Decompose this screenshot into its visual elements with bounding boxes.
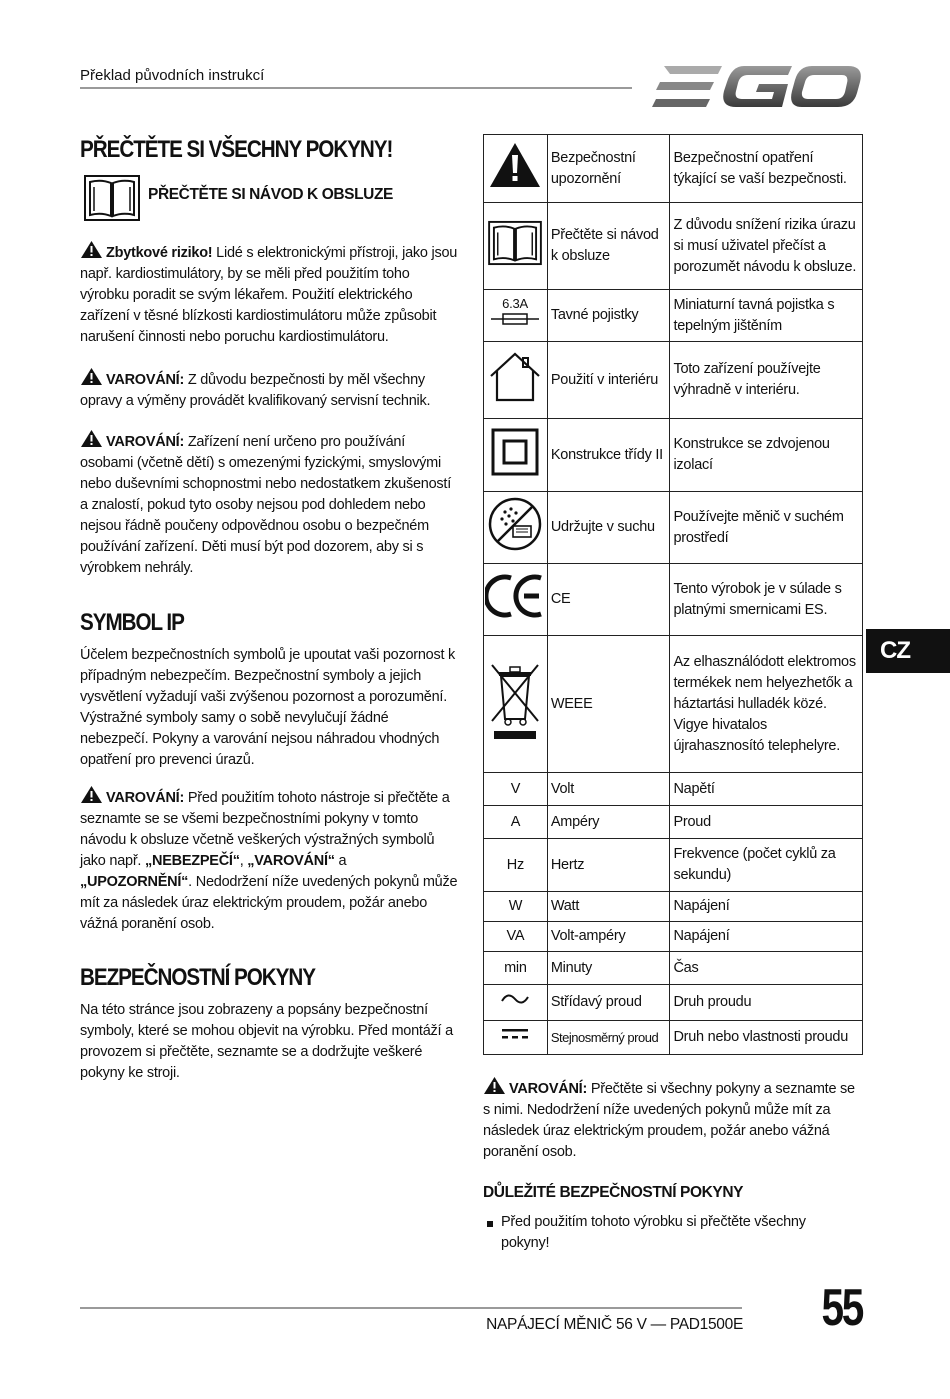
- symbol-name: Bezpečnostní upozornění: [547, 135, 670, 203]
- symbol-abbrev: W: [484, 892, 548, 922]
- symbol-name: CE: [547, 564, 670, 636]
- fuse-rating-text: 6.3A: [502, 296, 529, 311]
- warning-paragraph-2: VAROVÁNÍ: Zařízení není určeno pro používání osobami (včetně dětí) s omezenými fyzickými, smyslovými nebo duševními schopnostmi nebo nedostatkem zkušeností a znalostí, pokud tyto osoby nejsou pod dohledem nebo nejsou řádně poučeny odpovědnou osobu o bezpečném používání zařízení. Děti musí být pod dozorem, aby si s výrobkem nehrály.: [80, 429, 460, 579]
- ce-icon: [485, 573, 545, 619]
- symbol-desc: Az elhasználódott elektromos termékek nem helyezhetők a háztartási hulladék közé. Vigye hivatalos újrahasznosító telephelyre.: [670, 636, 863, 773]
- heading-important: DŮLEŽITÉ BEZPEČNOSTNÍ POKYNY: [483, 1184, 744, 1201]
- symbol-name: Hertz: [547, 839, 670, 892]
- symbol-name: Udržujte v suchu: [547, 492, 670, 564]
- symbol-name: WEEE: [547, 636, 670, 773]
- table-row: [484, 985, 863, 1021]
- page-number: 55: [821, 1279, 862, 1337]
- table-row: [484, 892, 863, 922]
- keep-dry-icon: [487, 496, 543, 552]
- symbol-name: Watt: [547, 892, 670, 922]
- header-text: Překlad původních instrukcí: [80, 67, 265, 84]
- book-icon: [488, 220, 542, 266]
- symbol-name: Tavné pojistky: [547, 290, 670, 342]
- table-row: [484, 419, 863, 492]
- symbol-desc: Frekvence (počet cyklů za sekundu): [670, 839, 863, 892]
- symbol-table: [483, 134, 863, 1055]
- symbol-name: Ampéry: [547, 806, 670, 839]
- heading-symbol-ip: SYMBOL IP: [80, 609, 184, 636]
- header-rule: [80, 87, 632, 89]
- symbol-name: Minuty: [547, 952, 670, 985]
- dc-icon: [500, 1026, 530, 1042]
- symbol-desc: Používejte měnič v suchém prostředí: [670, 492, 863, 564]
- symbol-name: Volt: [547, 773, 670, 806]
- warning-paragraph-right: VAROVÁNÍ: Přečtěte si všechny pokyny a seznamte se s nimi. Nedodržení níže uvedených pokynů může mít za následek úraz elektrickým proudem, požár anebo vážná poranění osob.: [483, 1076, 863, 1163]
- bullet-icon: [487, 1221, 493, 1227]
- warning-triangle-icon: [488, 141, 542, 189]
- table-row: [484, 806, 863, 839]
- symbol-name: Střídavý proud: [547, 985, 670, 1021]
- symbol-abbrev: min: [484, 952, 548, 985]
- footer-text: NAPÁJECÍ MĚNIČ 56 V — PAD1500E: [486, 1316, 743, 1333]
- symbol-name: Stejnosměrný proud: [547, 1021, 670, 1055]
- table-row: [484, 773, 863, 806]
- symbol-desc: Druh nebo vlastnosti proudu: [670, 1021, 863, 1055]
- symbol-name: Použití v interiéru: [547, 342, 670, 419]
- footer-rule: [80, 1307, 742, 1309]
- class-ii-icon: [491, 428, 539, 476]
- heading-read-all: PŘEČTĚTE SI VŠECHNY POKYNY!: [80, 136, 393, 163]
- table-row: [484, 342, 863, 419]
- symbol-abbrev: A: [484, 806, 548, 839]
- symbol-desc: Konstrukce se zdvojenou izolací: [670, 419, 863, 492]
- table-row: [484, 1021, 863, 1055]
- book-icon: [84, 174, 140, 222]
- symbol-desc: Napájení: [670, 922, 863, 952]
- symbol-desc: Napětí: [670, 773, 863, 806]
- symbol-name: Konstrukce třídy II: [547, 419, 670, 492]
- symbol-name: Přečtěte si návod k obsluze: [547, 203, 670, 290]
- symbol-desc: Napájení: [670, 892, 863, 922]
- list-item: Před použitím tohoto výrobku si přečtěte všechny pokyny!: [487, 1212, 847, 1254]
- symbol-desc: Tento výrobok je v súlade s platnými smernicami ES.: [670, 564, 863, 636]
- table-row: [484, 636, 863, 773]
- heading-safety: BEZPEČNOSTNÍ POKYNY: [80, 964, 315, 991]
- ac-icon: [500, 991, 530, 1007]
- symbol-desc: Toto zařízení používejte výhradně v interiéru.: [670, 342, 863, 419]
- symbol-desc: Čas: [670, 952, 863, 985]
- table-row: [484, 922, 863, 952]
- table-row: [484, 839, 863, 892]
- warning-paragraph-3: VAROVÁNÍ: Před použitím tohoto nástroje si přečtěte a seznamte se se všemi bezpečnostními pokyny v tomto návodu k obsluze včetně veškerých výstražných symbolů jako např. „NEBEZPEČÍ“, „VAROVÁNÍ“ a „UPOZORNĚNÍ“. Nedodržení níže uvedených pokynů může mít za následek úraz elektrickým proudem, požár anebo vážná poranění osob.: [80, 785, 460, 935]
- fuse-icon: [487, 295, 543, 329]
- table-row: [484, 135, 863, 203]
- warning-icon: [80, 429, 103, 448]
- house-icon: [488, 352, 542, 402]
- symbol-desc: Miniaturní tavná pojistka s tepelným jištěním: [670, 290, 863, 342]
- table-row: [484, 492, 863, 564]
- symbol-desc: Bezpečnostní opatření týkající se vaší bezpečnosti.: [670, 135, 863, 203]
- warning-icon: [483, 1076, 506, 1095]
- warning-icon: [80, 367, 103, 386]
- warning-paragraph-1: VAROVÁNÍ: Z důvodu bezpečnosti by měl všechny opravy a výměny provádět kvalifikovaný servisní technik.: [80, 367, 460, 412]
- symbol-desc: Z důvodu snížení rizika úrazu si musí uživatel přečíst a porozumět návodu k obsluze.: [670, 203, 863, 290]
- table-row: [484, 203, 863, 290]
- symbol-abbrev: Hz: [484, 839, 548, 892]
- symbol-name: Volt-ampéry: [547, 922, 670, 952]
- table-row: [484, 290, 863, 342]
- symbol-abbrev: VA: [484, 922, 548, 952]
- ego-logo: [652, 64, 862, 110]
- warning-icon: [80, 785, 103, 804]
- weee-icon: [488, 661, 542, 741]
- read-manual-label: PŘEČTĚTE SI NÁVOD K OBSLUZE: [148, 186, 393, 203]
- safety-paragraph: Na této stránce jsou zobrazeny a popsány bezpečnostní symboly, které se mohou objevit na výrobku. Před montáží a provozem si přečtěte, seznamte se a dodržujte veškeré pokyny ke stroji.: [80, 1002, 453, 1081]
- warning-icon: [80, 240, 103, 259]
- table-row: [484, 564, 863, 636]
- symbol-desc: Druh proudu: [670, 985, 863, 1021]
- language-tab: CZ: [866, 629, 950, 673]
- table-row: [484, 952, 863, 985]
- ip-paragraph: Účelem bezpečnostních symbolů je upoutat vaši pozornost k případným nebezpečím. Bezpečnostní symboly a jejich vysvětlení vyžadují vaši zvýšenou pozornost a porozumění. Výstražné symboly samy o sobě nevylučují žádné nebezpečí. Pokyny a varování nejsou náhradou vhodných opatření pro prevenci úrazů.: [80, 647, 456, 768]
- symbol-abbrev: V: [484, 773, 548, 806]
- symbol-desc: Proud: [670, 806, 863, 839]
- residual-risk-paragraph: Zbytkové riziko! Lidé s elektronickými přístroji, jako jsou např. kardiostimulátory, by se měli před použitím toho výrobku poradit se svým lékařem. Použití elektrického zařízení v těsné blízkosti kardiostimulátoru může způsobit narušení činnosti nebo poruchu kardiostimulátoru.: [80, 240, 460, 348]
